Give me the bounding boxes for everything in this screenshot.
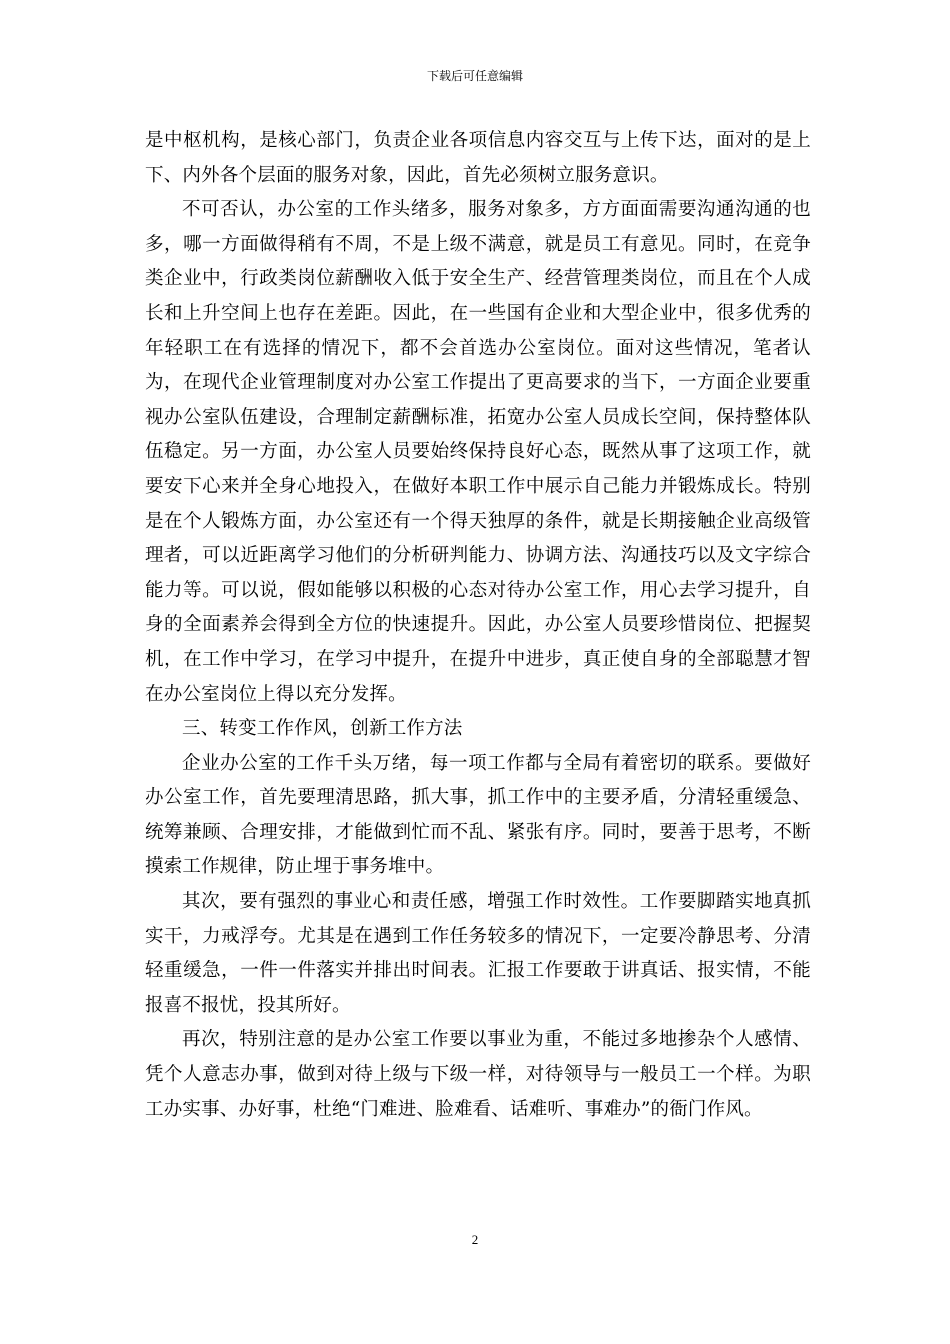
document-body (145, 124, 811, 1127)
page-number: 2 (471, 1232, 479, 1247)
section-heading: 三、转变工作作风，创新工作方法 (182, 718, 463, 740)
paragraph-continued: 是中枢机构，是核心部门，负责企业各项信息内容交互与上传下达，面对的是上下、内外各个层面的服务对象，因此，首先必须树立服务意识。 (145, 130, 811, 186)
page-header: 下载后可任意编辑 (426, 69, 523, 83)
paragraph: 其次，要有强烈的事业心和责任感，增强工作时效性。工作要脚踏实地真抓实干，力戒浮夸。尤其是在遇到工作任务较多的情况下，一定要冷静思考、分清轻重缓急，一件一件落实并排出时间表。汇报工作要敢于讲真话、报实情，不能报喜不报忧，投其所好。 (145, 891, 811, 1016)
paragraph: 再次，特别注意的是办公室工作要以事业为重，不能过多地掺杂个人感情、凭个人意志办事，做到对待上级与下级一样，对待领导与一般员工一个样。为职工办实事、办好事，杜绝“门难进、脸难看、话难听、事难办”的衙门作风。 (145, 1029, 811, 1120)
paragraph: 不可否认，办公室的工作头绪多，服务对象多，方方面面需要沟通沟通的也多，哪一方面做得稍有不周，不是上级不满意，就是员工有意见。同时，在竞争类企业中，行政类岗位薪酬收入低于安全生产、经营管理类岗位，而且在个人成长和上升空间上也存在差距。因此，在一些国有企业和大型企业中，很多优秀的年轻职工在有选择的情况下，都不会首选办公室岗位。面对这些情况，笔者认为，在现代企业管理制度对办公室工作提出了更高要求的当下，一方面企业要重视办公室队伍建设，合理制定薪酬标准，拓宽办公室人员成长空间，保持整体队伍稳定。另一方面，办公室人员要始终保持良好心态，既然从事了这项工作，就要安下心来并全身心地投入，在做好本职工作中展示自己能力并锻炼成长。特别是在个人锻炼方面，办公室还有一个得天独厚的条件，就是长期接触企业高级管理者，可以近距离学习他们的分析研判能力、协调方法、沟通技巧以及文字综合能力等。可以说，假如能够以积极的心态对待办公室工作，用心去学习提升，自身的全面素养会得到全方位的快速提升。因此，办公室人员要珍惜岗位、把握契机，在工作中学习，在学习中提升，在提升中进步，真正使自身的全部聪慧才智在办公室岗位上得以充分发挥。 (145, 199, 811, 705)
paragraph: 企业办公室的工作千头万绪，每一项工作都与全局有着密切的联系。要做好办公室工作，首先要理清思路，抓大事，抓工作中的主要矛盾，分清轻重缓急、统筹兼顾、合理安排，才能做到忙而不乱、紧张有序。同时，要善于思考，不断摸索工作规律，防止埋于事务堆中。 (145, 752, 811, 878)
